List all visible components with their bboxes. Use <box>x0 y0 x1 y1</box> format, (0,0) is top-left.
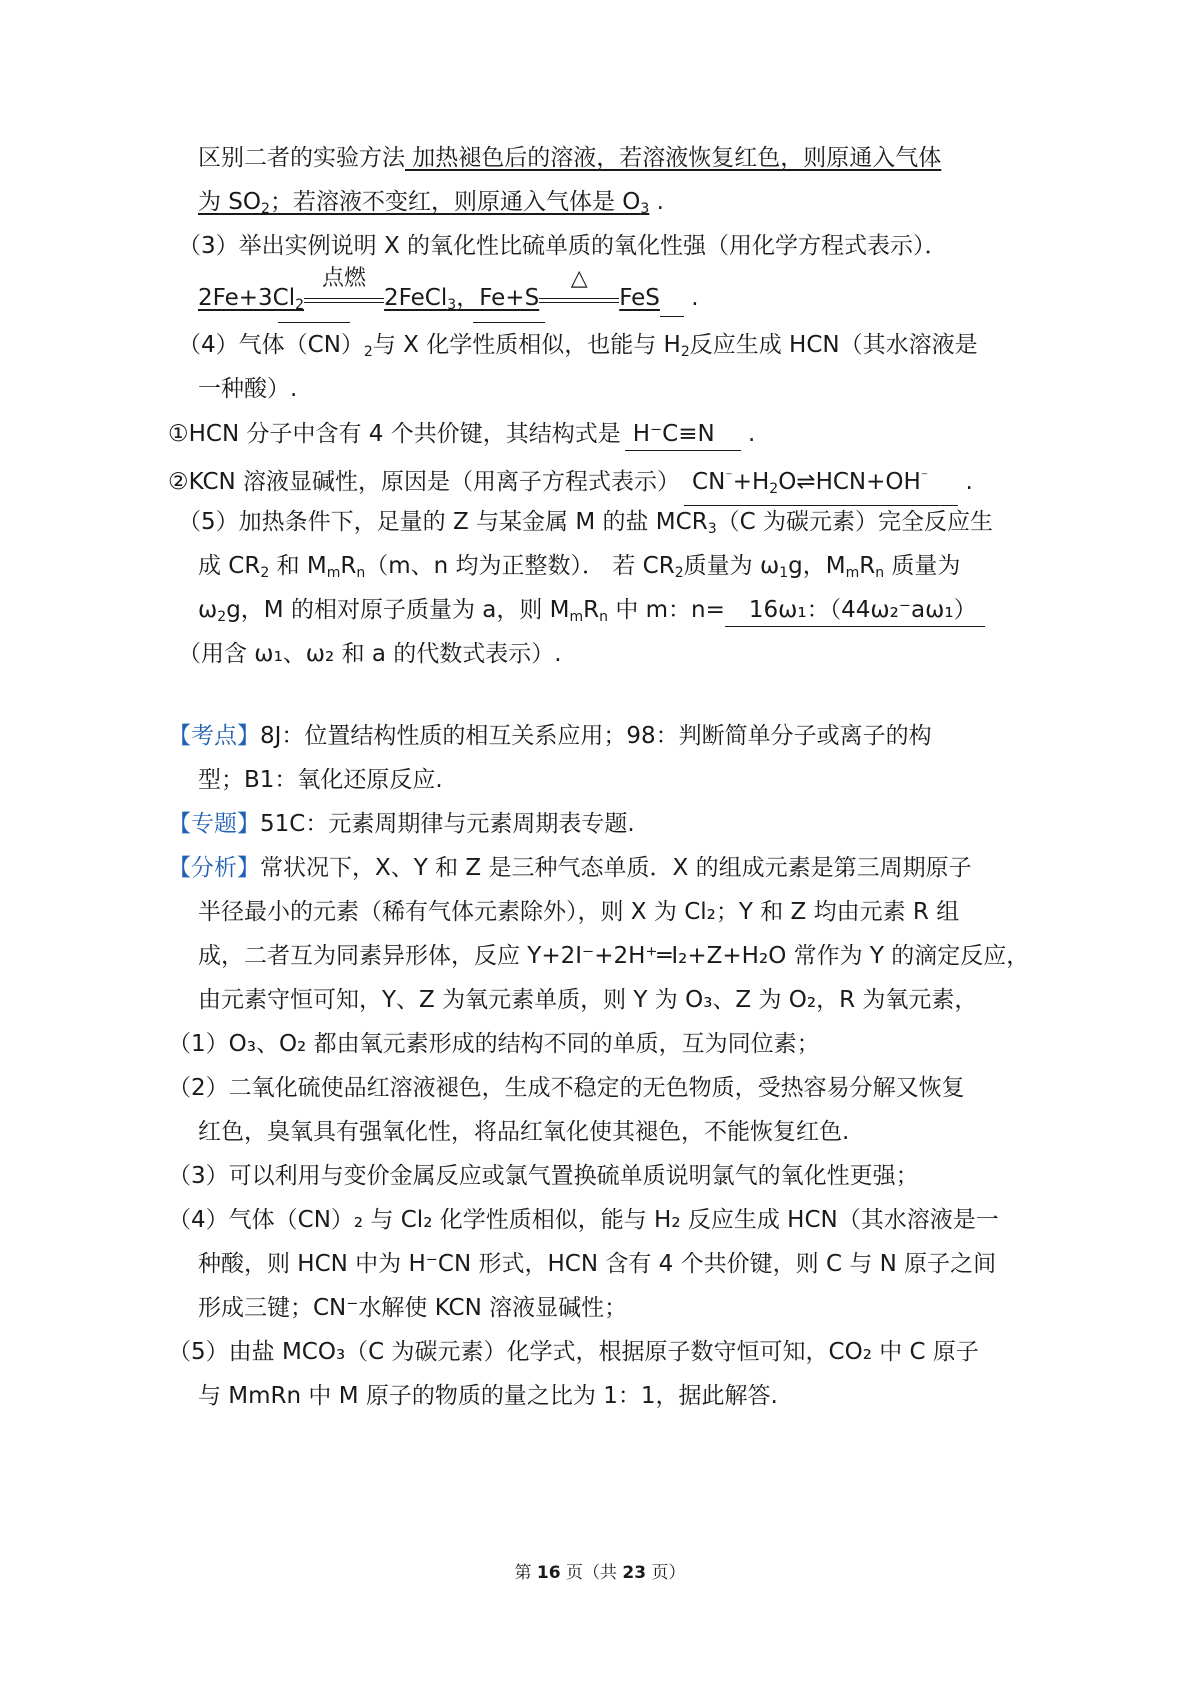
q3-end: . <box>683 285 699 311</box>
fenxi-p2-line1: （2）二氧化硫使品红溶液褪色，生成不稳定的无色物质，受热容易分解又恢复 <box>168 1075 965 1101</box>
kaodian-tag: 【考点】 <box>168 723 260 749</box>
fenxi-line4: 由元素守恒可知，Y、Z 为氧元素单质，则 Y 为 O₃、Z 为 O₂，R 为氧元素， <box>198 987 978 1013</box>
q5-line3: $\omega_2g$，M 的相对原子质量为 a，则 $M_mR_n$ 中 m：n= 16ω₁：（44ω₂⁻aω₁） <box>198 595 985 632</box>
q2-line1 <box>198 143 941 173</box>
fenxi-p4-line2: 种酸，则 HCN 中为 H⁻CN 形式，HCN 含有 4 个共价键，则 C 与 N 原子之间 <box>198 1251 997 1277</box>
q3-question: （3）举出实例说明 X 的氧化性比硫单质的氧化性强（用化学方程式表示）． <box>178 233 948 259</box>
fenxi-p4-line1: （4）气体（CN）₂ 与 Cl₂ 化学性质相似，能与 H₂ 反应生成 HCN（其水溶液是一 <box>168 1207 999 1233</box>
blank-line <box>278 322 350 323</box>
q5-line1: （5）加热条件下，足量的 Z 与某金属 M 的盐 $MCR_3(C$ 为碳元素）完全反应生 <box>178 509 993 537</box>
q5-answer: 16ω₁：（44ω₂⁻aω₁） <box>725 596 985 627</box>
q2-line2 <box>198 187 664 224</box>
fenxi-tag: 【分析】 <box>168 855 260 881</box>
fenxi-p5-line1: （5）由盐 MCO₃（C 为碳元素）化学式，根据原子数守恒可知，CO₂ 中 C 原子 <box>168 1339 979 1365</box>
kaodian-line2: 型；B1：氧化还原反应. <box>198 767 443 793</box>
q2-end: . <box>649 189 664 215</box>
fenxi-p3: （3）可以利用与变价金属反应或氯气置换硫单质说明氯气的氧化性更强； <box>168 1163 919 1189</box>
fenxi-line2: 半径最小的元素（稀有气体元素除外），则 X 为 Cl₂；Y 和 Z 均由元素 R 组 <box>198 899 960 925</box>
q2-prefix: 区别二者的实验方法 <box>198 145 405 171</box>
q4-sub1-answer: H⁻C≡N <box>625 420 741 451</box>
fenxi-line3: 成，二者互为同素异形体，反应 Y+2I⁻+2H⁺═I₂+Z+H₂O 常作为 Y 的滴定反应， <box>198 943 1030 969</box>
fenxi-p5-line2: 与 MmRn 中 M 原子的物质的量之比为 1：1，据此解答. <box>198 1383 778 1409</box>
total-pages: 23 <box>622 1563 647 1583</box>
page-number: 16 <box>536 1563 561 1583</box>
kaodian-line1: 【考点】8J：位置结构性质的相互关系应用；98：判断简单分子或离子的构 <box>168 723 932 749</box>
blank-line <box>473 322 545 323</box>
fenxi-p4-line3: 形成三键；CN⁻水解使 KCN 溶液显碱性； <box>198 1295 628 1321</box>
q2-answer-part2: 为 $SO_2$；若溶液不变红，则原通入气体是 $O_3$ <box>198 189 650 217</box>
zhuanti-line: 【专题】51C：元素周期律与元素周期表专题. <box>168 811 635 837</box>
q4-sub2: ②KCN 溶液显碱性，原因是（用离子方程式表示） $CN^{^-}+H_2O\rightleftharpoons HCN+OH^{^-}$ . <box>168 463 973 506</box>
q4-line1: （4）气体$(CN)_2$与 X 化学性质相似，也能与 $H_2$反应生成 HCN（其水溶液是 <box>178 332 978 360</box>
page-footer: 第 16 页（共 23 页） <box>514 1563 686 1583</box>
fenxi-line1: 【分析】常状况下，X、Y 和 Z 是三种气态单质．X 的组成元素是第三周期原子 <box>168 855 972 881</box>
q2-answer-part1: 加热褪色后的溶液，若溶液恢复红色，则原通入气体 <box>405 145 942 171</box>
q5-line4: （用含 ω₁、ω₂ 和 a 的代数式表示）. <box>178 641 562 667</box>
q4-line2: 一种酸）. <box>198 376 298 402</box>
ignite-condition: 点燃 <box>304 284 384 314</box>
heat-condition: △ <box>539 284 619 314</box>
fenxi-p1: （1）O₃、O₂ 都由氧元素形成的结构不同的单质，互为同位素； <box>168 1031 820 1057</box>
zhuanti-tag: 【专题】 <box>168 811 260 837</box>
q5-line2: 成 $CR_2$ 和 $M_mR_n(m$、n 均为正整数）． 若 $CR_2$质量为 $\omega_1g$，$M_mR_n$ 质量为 <box>198 553 961 581</box>
q3-equation: $2Fe+3Cl_2$ 点燃 2FeCl$_3$，Fe+S △ FeS . <box>198 283 699 320</box>
fenxi-p2-line2: 红色，臭氧具有强氧化性，将品红氧化使其褪色，不能恢复红色. <box>198 1119 850 1145</box>
q4-sub2-answer: $CN^{^-}+H_2O\rightleftharpoons HCN+OH^{^-}$ <box>684 463 958 506</box>
q4-sub1: ①HCN 分子中含有 4 个共价键，其结构式是 H⁻C≡N . <box>168 419 755 451</box>
q3-answer: $2Fe+3Cl_2$ <box>198 285 305 313</box>
